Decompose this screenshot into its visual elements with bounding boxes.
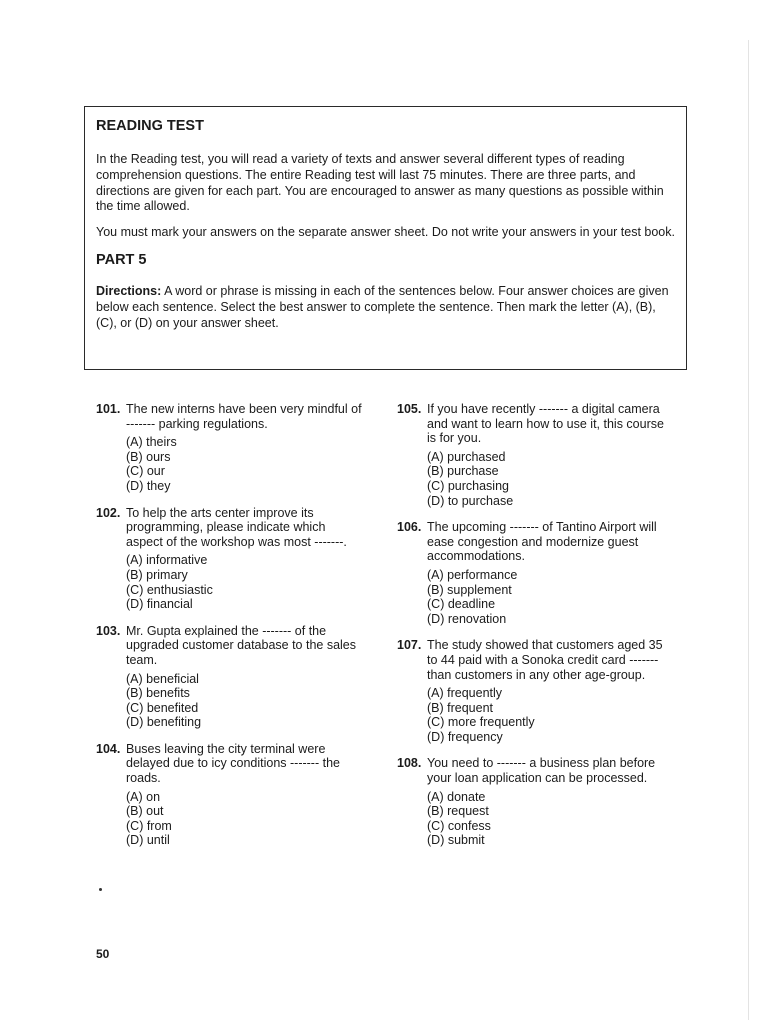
question-number: 106. (397, 520, 422, 535)
question-104 (96, 742, 364, 848)
question-number: 102. (96, 505, 121, 520)
question-number: 101. (96, 402, 121, 416)
question-107 (397, 638, 665, 744)
directions-label: Directions: (96, 283, 162, 298)
question-108 (397, 756, 665, 848)
reading-test-intro-box (84, 106, 687, 370)
answer-option: (D) they (126, 478, 171, 493)
answer-option: (B) request (427, 804, 489, 819)
answer-option: (D) to purchase (427, 493, 514, 508)
answer-option: (A) performance (427, 567, 518, 582)
page-number: 50 (96, 947, 110, 961)
question-number: 104. (96, 741, 121, 756)
question-number: 105. (397, 402, 422, 416)
answer-option: (A) on (126, 789, 161, 804)
directions-text: A word or phrase is missing in each of the sentences below. Four answer choices are given below each sentence. Select the best answer to complete the sentence. Then mark the letter (A), (B), (C), or (D) on your answer sheet. (96, 283, 669, 330)
question-101 (96, 402, 364, 494)
question-text: Mr. Gupta explained the ------- of the upgraded customer database to the sales team. (126, 623, 357, 667)
answer-option: (B) ours (126, 449, 171, 464)
question-text: If you have recently ------- a digital camera and want to learn how to use it, this course is for you. (427, 402, 664, 446)
question-102 (96, 506, 364, 612)
answer-option: (C) deadline (427, 597, 496, 612)
answer-option: (C) confess (427, 818, 491, 833)
question-number: 107. (397, 638, 422, 653)
question-text: You need to ------- a business plan before your loan application can be processed. (427, 756, 656, 786)
answer-option: (A) beneficial (126, 671, 199, 686)
question-106 (397, 520, 665, 626)
answer-option: (C) our (126, 464, 165, 479)
answer-option: (A) theirs (126, 435, 177, 450)
page-edge-line (748, 40, 749, 1020)
question-text: The new interns have been very mindful of ------- parking regulations. (126, 402, 362, 431)
answer-option: (D) benefiting (126, 715, 202, 730)
answer-option: (C) from (126, 818, 172, 833)
answer-option: (B) primary (126, 567, 188, 582)
question-text: The upcoming ------- of Tantino Airport will ease congestion and modernize guest accommodations. (427, 520, 657, 564)
answer-option: (A) informative (126, 553, 208, 568)
answer-option: (D) until (126, 833, 170, 848)
stray-dot (99, 888, 102, 891)
answer-option: (D) submit (427, 833, 485, 848)
answer-option: (C) purchasing (427, 478, 509, 493)
answer-option: (B) frequent (427, 700, 494, 715)
questions-right-column (397, 402, 665, 860)
question-number: 108. (397, 756, 422, 771)
part-heading: PART 5 (96, 251, 147, 268)
answer-option: (A) donate (427, 789, 486, 804)
answer-option: (B) benefits (126, 686, 190, 701)
answer-option: (B) supplement (427, 582, 512, 597)
answer-option: (A) purchased (427, 449, 506, 464)
answer-option: (D) frequency (427, 729, 503, 744)
question-text: To help the arts center improve its programming, please indicate which aspect of the workshop was most -------. (126, 505, 347, 549)
answer-option: (C) more frequently (427, 715, 535, 730)
answer-option: (D) renovation (427, 611, 507, 626)
answer-option: (B) purchase (427, 464, 499, 479)
answer-sheet-paragraph: You must mark your answers on the separate answer sheet. Do not write your answers in your test book. (96, 225, 675, 240)
answer-option: (A) frequently (427, 686, 503, 701)
questions-left-column (96, 402, 364, 860)
answer-option: (C) benefited (126, 700, 199, 715)
question-number: 103. (96, 623, 121, 638)
question-text: Buses leaving the city terminal were delayed due to icy conditions ------- the roads. (126, 741, 340, 786)
question-103 (96, 624, 364, 730)
reading-test-title: READING TEST (96, 118, 204, 134)
answer-option: (B) out (126, 804, 164, 819)
question-text: The study showed that customers aged 35 to 44 paid with a Sonoka credit card ------- than customers in any other age-group. (427, 638, 663, 682)
directions-paragraph (96, 284, 675, 331)
answer-option: (C) enthusiastic (126, 582, 213, 597)
answer-option: (D) financial (126, 597, 193, 612)
intro-paragraph: In the Reading test, you will read a variety of texts and answer several different types of reading comprehension questions. The entire Reading test will last 75 minutes. There are three parts, and directions are given for each part. You are encouraged to answer as many questions as possible within the time allowed. (96, 152, 664, 214)
question-105 (397, 402, 665, 508)
